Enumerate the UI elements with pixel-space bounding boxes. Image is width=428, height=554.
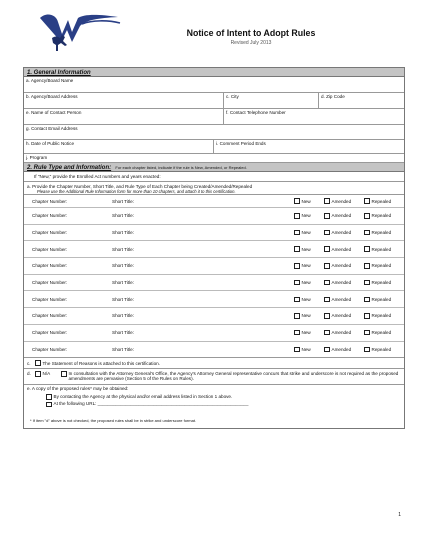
short-title-field[interactable]: Short Title:: [112, 346, 134, 352]
section-1-header: [24, 68, 404, 77]
amended-label: Amended: [331, 296, 352, 302]
short-title-field[interactable]: Short Title:: [112, 230, 134, 236]
agency-name-label: a. Agency/Board Name: [26, 78, 74, 83]
repealed-checkbox[interactable]: [364, 347, 370, 353]
repealed-label: Repealed: [371, 198, 392, 204]
repealed-option[interactable]: [364, 198, 391, 204]
chapter-row: [24, 290, 404, 307]
address-row: [24, 93, 404, 109]
short-title-field[interactable]: Short Title:: [112, 296, 134, 302]
chapter-number-field[interactable]: Chapter Number:: [32, 330, 68, 336]
short-title-field[interactable]: Short Title:: [112, 263, 134, 269]
chapter-row: [24, 207, 404, 224]
amended-option[interactable]: [324, 313, 360, 319]
short-title-field[interactable]: Short Title:: [112, 246, 134, 252]
new-checkbox[interactable]: [294, 263, 300, 269]
enrolled-act-row[interactable]: [24, 172, 404, 182]
short-title-field[interactable]: Short Title:: [112, 198, 134, 204]
city-label: c. City: [226, 94, 239, 99]
repealed-option[interactable]: [364, 246, 391, 252]
proposed-rules-copy-label: e. A copy of the proposed rules* may be obtained:: [27, 386, 129, 392]
agency-name-row: [24, 77, 404, 93]
repealed-option[interactable]: [364, 330, 391, 336]
repealed-label: Repealed: [371, 346, 392, 352]
footnote: * If item "d" above is not checked, the proposed rules shall be in strike and underscore format.: [30, 418, 197, 424]
repealed-label: Repealed: [371, 313, 392, 319]
url-label: At the following URL: ___________________________________________________________: [53, 401, 249, 407]
chapter-number-field[interactable]: Chapter Number:: [32, 346, 68, 352]
page-title: Notice of Intent to Adopt Rules: [186, 28, 316, 38]
strike-underscore-row: [24, 369, 404, 385]
contact-agency-label: By contacting the Agency at the physical and/or email address listed in Section 1 above.: [53, 393, 233, 399]
chapter-number-field[interactable]: Chapter Number:: [32, 198, 68, 204]
statement-of-reasons-row: [24, 358, 404, 369]
new-label: New: [301, 198, 311, 204]
amended-checkbox[interactable]: [324, 230, 330, 236]
repealed-option[interactable]: [364, 280, 391, 286]
zip-code-field[interactable]: [319, 93, 404, 108]
chapter-number-field[interactable]: Chapter Number:: [32, 296, 68, 302]
new-option[interactable]: [294, 246, 320, 252]
new-option[interactable]: [294, 297, 320, 303]
contact-row: [24, 109, 404, 125]
chapter-row: [24, 307, 404, 324]
repealed-checkbox[interactable]: [364, 246, 370, 252]
repealed-option[interactable]: [364, 297, 391, 303]
repealed-checkbox[interactable]: [364, 263, 370, 269]
amended-checkbox[interactable]: [324, 280, 330, 286]
amended-checkbox[interactable]: [324, 213, 330, 219]
city-field[interactable]: [224, 93, 319, 108]
short-title-field[interactable]: Short Title:: [112, 280, 134, 286]
contact-phone-field[interactable]: [224, 109, 404, 124]
new-option[interactable]: [294, 198, 320, 204]
chapter-list: [24, 195, 404, 358]
new-option[interactable]: [294, 347, 320, 353]
amended-option[interactable]: [324, 246, 360, 252]
short-title-field[interactable]: Short Title:: [112, 313, 134, 319]
new-checkbox[interactable]: [294, 313, 300, 319]
contact-phone-label: f. Contact Telephone Number: [226, 110, 286, 115]
chapter-row: [24, 257, 404, 274]
repealed-option[interactable]: [364, 230, 391, 236]
section-1-heading: 1. General Information: [27, 70, 91, 76]
repealed-option[interactable]: [364, 313, 391, 319]
contact-agency-checkbox[interactable]: [46, 394, 52, 400]
public-notice-date-field[interactable]: [24, 140, 214, 153]
amended-label: Amended: [331, 198, 352, 204]
chapter-number-field[interactable]: Chapter Number:: [32, 213, 68, 219]
chapter-row: [24, 341, 404, 358]
agency-name-field[interactable]: [24, 77, 404, 92]
repealed-label: Repealed: [371, 296, 392, 302]
new-label: New: [301, 296, 311, 302]
url-option[interactable]: [27, 401, 401, 407]
dates-row: [24, 140, 404, 154]
new-label: New: [301, 263, 311, 269]
new-label: New: [301, 280, 311, 286]
proposed-rules-copy-block: [24, 385, 404, 428]
contact-email-field[interactable]: [24, 125, 404, 139]
new-option[interactable]: [294, 280, 320, 286]
amended-checkbox[interactable]: [324, 347, 330, 353]
amended-label: Amended: [331, 330, 352, 336]
chapter-number-field[interactable]: Chapter Number:: [32, 230, 68, 236]
amended-checkbox[interactable]: [324, 246, 330, 252]
amended-label: Amended: [331, 246, 352, 252]
new-label: New: [301, 230, 311, 236]
amended-checkbox[interactable]: [324, 330, 330, 336]
chapter-row: [24, 240, 404, 257]
public-notice-date-label: h. Date of Public Notice: [26, 141, 75, 146]
comment-period-field[interactable]: [214, 140, 404, 153]
na-label: N/A: [42, 370, 51, 376]
na-checkbox[interactable]: [35, 371, 41, 377]
program-label: j. Program: [26, 155, 48, 160]
new-checkbox[interactable]: [294, 347, 300, 353]
zip-code-label: d. Zip Code: [321, 94, 345, 99]
chapter-number-field[interactable]: Chapter Number:: [32, 313, 68, 319]
repealed-label: Repealed: [371, 330, 392, 336]
new-checkbox[interactable]: [294, 213, 300, 219]
repealed-option[interactable]: [364, 347, 391, 353]
repealed-option[interactable]: [364, 263, 391, 269]
section-2-header: [24, 163, 404, 172]
repealed-checkbox[interactable]: [364, 213, 370, 219]
new-checkbox[interactable]: [294, 297, 300, 303]
na-option[interactable]: [35, 371, 61, 383]
new-label: New: [301, 213, 311, 219]
repealed-label: Repealed: [371, 246, 392, 252]
new-option[interactable]: [294, 330, 320, 336]
amended-option[interactable]: [324, 280, 360, 286]
new-option[interactable]: [294, 263, 320, 269]
email-row: [24, 125, 404, 140]
chapter-row: [24, 195, 404, 207]
chapter-instructions-text: a. Provide the Chapter Number, Short Title, and Rule Type of Each Chapter being Created/Amended/Repealed: [27, 183, 253, 189]
comment-period-label: i. Comment Period Ends: [216, 141, 266, 146]
section-2-heading: 2. Rule Type and Information:: [27, 165, 112, 171]
repealed-checkbox[interactable]: [364, 280, 370, 286]
amended-option[interactable]: [324, 230, 360, 236]
new-checkbox[interactable]: [294, 280, 300, 286]
amended-checkbox[interactable]: [324, 263, 330, 269]
new-label: New: [301, 313, 311, 319]
short-title-field[interactable]: Short Title:: [112, 213, 134, 219]
amended-label: Amended: [331, 230, 352, 236]
new-checkbox[interactable]: [294, 230, 300, 236]
amended-label: Amended: [331, 280, 352, 286]
amended-label: Amended: [331, 313, 352, 319]
new-label: New: [301, 346, 311, 352]
amended-label: Amended: [331, 346, 352, 352]
amended-option[interactable]: [324, 330, 360, 336]
new-checkbox[interactable]: [294, 246, 300, 252]
repealed-checkbox[interactable]: [364, 230, 370, 236]
statement-of-reasons-checkbox[interactable]: [35, 360, 41, 366]
page-number: 1: [398, 512, 401, 518]
revised-date: Revised July 2013: [230, 40, 272, 46]
amended-label: Amended: [331, 213, 352, 219]
new-option[interactable]: [294, 313, 320, 319]
ag-concurrence-label: In consultation with the Attorney General's Office, the Agency's Attorney General representative concurs that strike and underscore is not required as the proposed amendments are pervasive (Section 5 of the Rules on Rules).: [68, 370, 399, 382]
contact-email-label: g. Contact Email Address: [26, 126, 78, 131]
repealed-checkbox[interactable]: [364, 198, 370, 204]
new-label: New: [301, 330, 311, 336]
repealed-checkbox[interactable]: [364, 297, 370, 303]
amended-checkbox[interactable]: [324, 297, 330, 303]
amended-label: Amended: [331, 263, 352, 269]
repealed-option[interactable]: [364, 213, 391, 219]
chapter-number-field[interactable]: Chapter Number:: [32, 263, 68, 269]
amended-option[interactable]: [324, 347, 360, 353]
repealed-label: Repealed: [371, 230, 392, 236]
amended-option[interactable]: [324, 263, 360, 269]
new-label: New: [301, 246, 311, 252]
chapter-number-field[interactable]: Chapter Number:: [32, 246, 68, 252]
address-field[interactable]: [24, 93, 224, 108]
amended-option[interactable]: [324, 297, 360, 303]
repealed-checkbox[interactable]: [364, 330, 370, 336]
url-checkbox[interactable]: [46, 402, 52, 408]
program-field[interactable]: [24, 154, 404, 162]
new-option[interactable]: [294, 230, 320, 236]
notice-form: [23, 67, 405, 429]
repealed-label: Repealed: [371, 263, 392, 269]
statement-of-reasons-label: The Statement of Reasons is attached to this certification.: [42, 360, 160, 366]
program-row: [24, 154, 404, 163]
chapter-row: [24, 274, 404, 291]
item-c-letter: c.: [27, 360, 31, 366]
amended-checkbox[interactable]: [324, 198, 330, 204]
enrolled-act-label: If "New," provide the Enrolled Act numbers and years enacted:: [34, 173, 161, 179]
amended-option[interactable]: [324, 213, 360, 219]
chapter-number-field[interactable]: Chapter Number:: [32, 280, 68, 286]
short-title-field[interactable]: Short Title:: [112, 330, 134, 336]
section-2-note: For each chapter listed, indicate if the rule is New, Amended, or Repealed.: [115, 165, 247, 170]
new-checkbox[interactable]: [294, 330, 300, 336]
chapter-row: [24, 324, 404, 341]
chapter-instructions: [24, 182, 404, 195]
contact-person-label: e. Name of Contact Person: [26, 110, 82, 115]
new-checkbox[interactable]: [294, 198, 300, 204]
address-label: b. Agency/Board Address: [26, 94, 78, 99]
amended-option[interactable]: [324, 198, 360, 204]
new-option[interactable]: [294, 213, 320, 219]
repealed-label: Repealed: [371, 280, 392, 286]
repealed-checkbox[interactable]: [364, 313, 370, 319]
ag-concurrence-checkbox[interactable]: [61, 371, 67, 377]
amended-checkbox[interactable]: [324, 313, 330, 319]
repealed-label: Repealed: [371, 213, 392, 219]
chapter-row: [24, 224, 404, 241]
chapter-instructions-sub: Please use the Additional Rule Information form for more than 10 chapters, and attach it to this certification.: [37, 189, 236, 195]
contact-person-field[interactable]: [24, 109, 224, 124]
contact-agency-option[interactable]: [27, 394, 401, 400]
item-d-letter: d.: [27, 370, 31, 376]
